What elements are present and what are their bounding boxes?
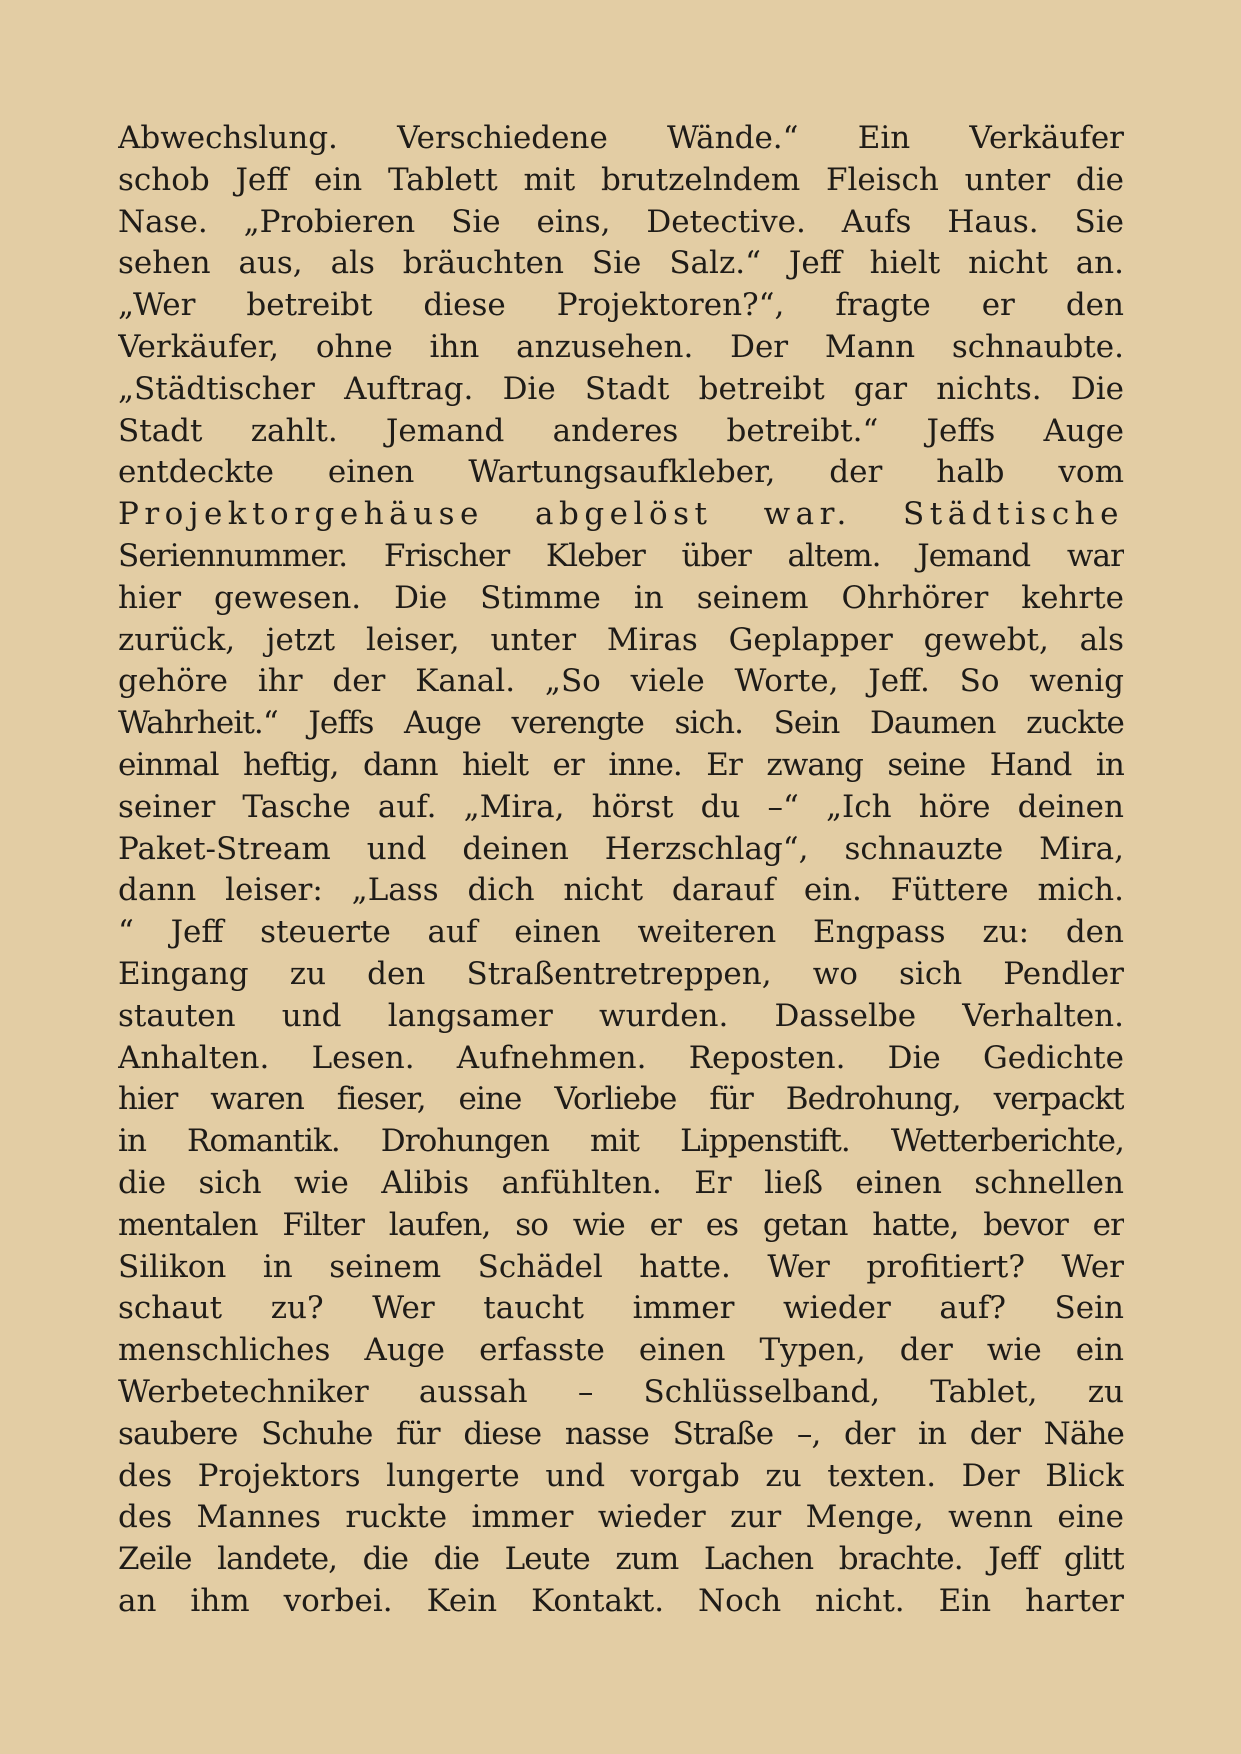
text-line: einmal heftig, dann hielt er inne. Er zwang seine Hand in <box>118 746 1124 783</box>
text-line: Eingang zu den Straßentretreppen, wo sich Pendler <box>118 955 1124 992</box>
text-line: Projektorgehäuse abgelöst war. Städtische <box>118 496 1124 533</box>
text-line: Zeile landete, die die Leute zum Lachen brachte. Jeff glitt <box>118 1541 1124 1578</box>
text-line: Abwechslung. Verschiedene Wände.“ Ein Verkäufer <box>118 120 1124 156</box>
text-line: hier gewesen. Die Stimme in seinem Ohrhörer kehrte <box>118 579 1124 616</box>
text-line: entdeckte einen Wartungsaufkleber, der halb vom <box>118 454 1124 491</box>
text-line: die sich wie Alibis anfühlten. Er ließ einen schnellen <box>118 1164 1124 1201</box>
text-line: menschliches Auge erfasste einen Typen, der wie ein <box>118 1332 1124 1369</box>
text-line: des Projektors lungerte und vorgab zu texten. Der Blick <box>118 1457 1124 1494</box>
text-line: Werbetechniker aussah – Schlüsselband, Tablet, zu <box>118 1373 1124 1410</box>
text-line: Anhalten. Lesen. Aufnehmen. Reposten. Die Gedichte <box>118 1039 1124 1076</box>
text-line: sehen aus, als bräuchten Sie Salz.“ Jeff hielt nicht an. <box>118 245 1124 282</box>
text-line: “ Jeff steuerte auf einen weiteren Engpass zu: den <box>118 914 1124 951</box>
text-line: seiner Tasche auf. „Mira, hörst du –“ „Ich höre deinen <box>118 788 1124 825</box>
text-line: Paket-Stream und deinen Herzschlag“, schnauzte Mira, <box>118 830 1124 867</box>
text-line: schob Jeff ein Tablett mit brutzelndem Fleisch unter die <box>118 161 1124 198</box>
text-line: saubere Schuhe für diese nasse Straße –, der in der Nähe <box>118 1415 1124 1452</box>
document-body <box>118 118 1124 1623</box>
text-line: Nase. „Probieren Sie eins, Detective. Aufs Haus. Sie <box>118 203 1124 240</box>
text-line: Silikon in seinem Schädel hatte. Wer profitiert? Wer <box>118 1248 1124 1285</box>
text-line: Wahrheit.“ Jeffs Auge verengte sich. Sein Daumen zuckte <box>118 705 1124 742</box>
text-line: zurück, jetzt leiser, unter Miras Geplapper gewebt, als <box>118 621 1124 658</box>
text-line: in Romantik. Drohungen mit Lippenstift. Wetterberichte, <box>118 1123 1124 1160</box>
text-line: hier waren fieser, eine Vorliebe für Bedrohung, verpackt <box>118 1081 1124 1118</box>
text-line: „Städtischer Auftrag. Die Stadt betreibt gar nichts. Die <box>118 370 1124 407</box>
text-line: dann leiser: „Lass dich nicht darauf ein. Füttere mich. <box>118 872 1124 909</box>
text-line: an ihm vorbei. Kein Kontakt. Noch nicht. Ein harter <box>118 1582 1124 1619</box>
text-line: Stadt zahlt. Jemand anderes betreibt.“ Jeffs Auge <box>118 412 1124 449</box>
text-line: Verkäufer, ohne ihn anzusehen. Der Mann schnaubte. <box>118 328 1124 365</box>
text-line: des Mannes ruckte immer wieder zur Menge, wenn eine <box>118 1499 1124 1536</box>
text-line: mentalen Filter laufen, so wie er es getan hatte, bevor er <box>118 1206 1124 1243</box>
text-line: gehöre ihr der Kanal. „So viele Worte, Jeff. So wenig <box>118 663 1124 700</box>
text-line: schaut zu? Wer taucht immer wieder auf? Sein <box>118 1290 1124 1327</box>
text-line: „Wer betreibt diese Projektoren?“, fragte er den <box>118 287 1124 324</box>
text-line: Seriennummer. Frischer Kleber über altem. Jemand war <box>118 537 1124 574</box>
text-line: stauten und langsamer wurden. Dasselbe Verhalten. <box>118 997 1124 1034</box>
